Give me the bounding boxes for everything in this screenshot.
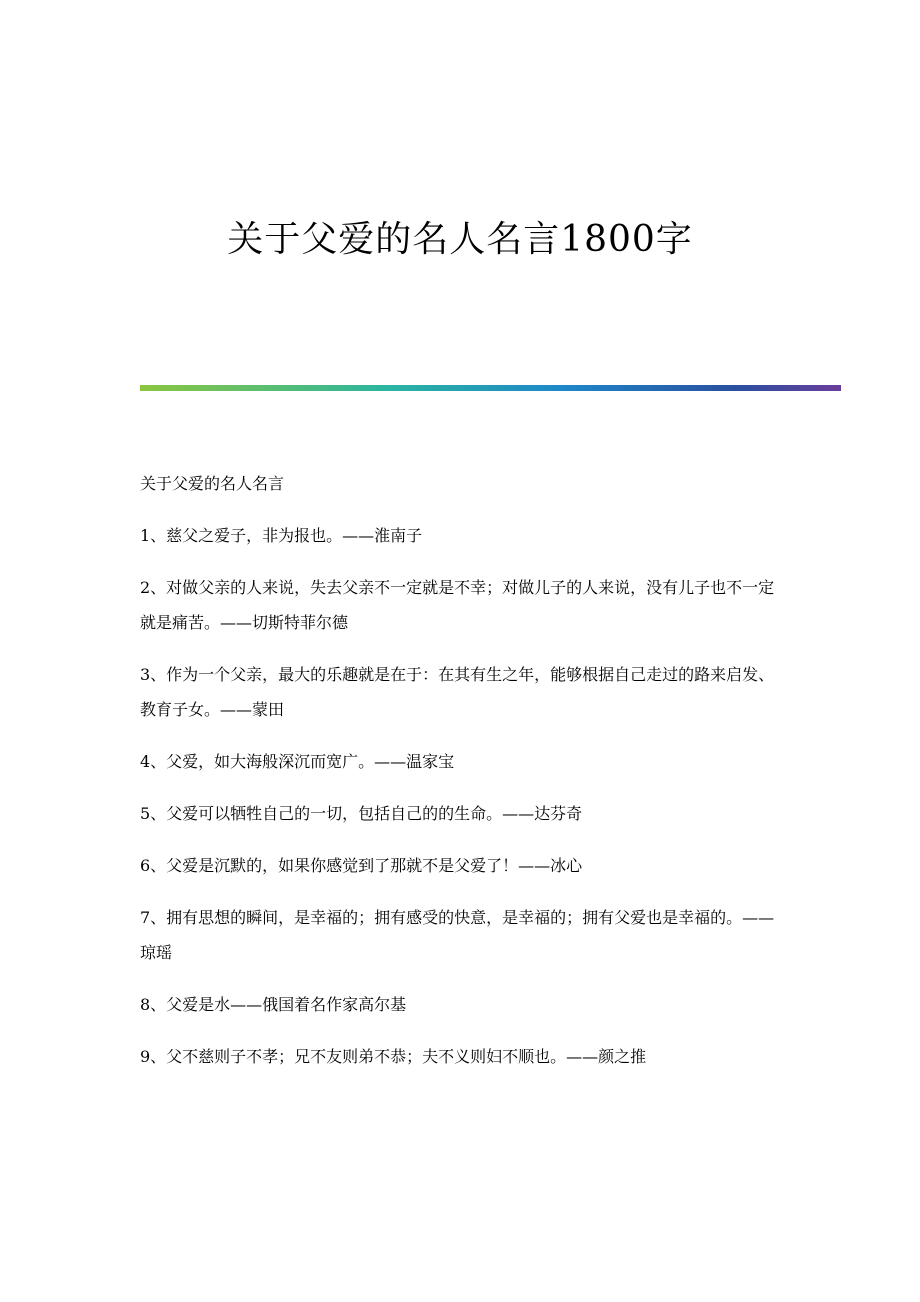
quote-paragraph: 9、父不慈则子不孝；兄不友则弟不恭；夫不义则妇不顺也。——颜之推 — [140, 1047, 647, 1066]
quote-paragraph: 7、拥有思想的瞬间，是幸福的；拥有感受的快意，是幸福的；拥有父爱也是幸福的。——琼瑶 — [140, 908, 775, 962]
document-body — [140, 466, 790, 1091]
quote-paragraph: 5、父爱可以牺牲自己的一切，包括自己的的生命。——达芬奇 — [140, 804, 583, 823]
quote-paragraph: 4、父爱，如大海般深沉而宽广。——温家宝 — [140, 752, 455, 771]
quote-paragraph: 6、父爱是沉默的，如果你感觉到了那就不是父爱了！——冰心 — [140, 856, 583, 875]
quote-paragraph: 3、作为一个父亲，最大的乐趣就是在于：在其有生之年，能够根据自己走过的路来启发、教育子女。——蒙田 — [140, 665, 775, 719]
quote-paragraph: 8、父爱是水——俄国着名作家高尔基 — [140, 995, 407, 1014]
document-title: 关于父爱的名人名言1800字 — [227, 219, 693, 260]
section-heading: 关于父爱的名人名言 — [140, 474, 285, 493]
quote-paragraph: 2、对做父亲的人来说，失去父亲不一定就是不幸；对做儿子的人来说，没有儿子也不一定就是痛苦。——切斯特菲尔德 — [140, 578, 775, 632]
quote-paragraph: 1、慈父之爱子，非为报也。——淮南子 — [140, 526, 423, 545]
title-divider — [140, 385, 841, 391]
